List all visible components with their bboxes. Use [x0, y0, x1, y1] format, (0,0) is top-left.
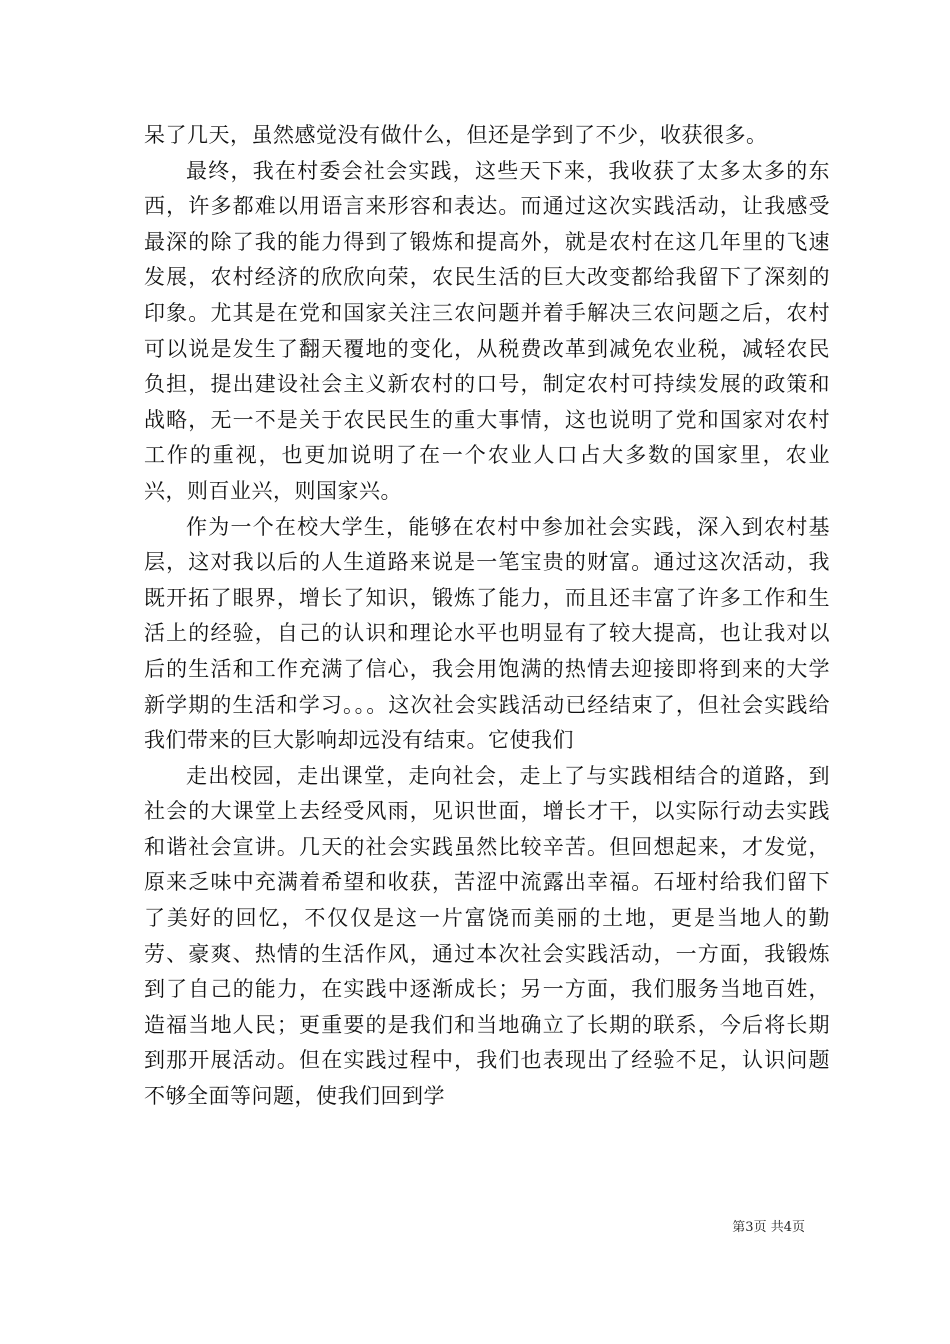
footer-total-pages: 4: [783, 1220, 792, 1235]
footer-prefix: 第: [732, 1220, 746, 1235]
paragraph-3: 作为一个在校大学生，能够在农村中参加社会实践，深入到农村基层，这对我以后的人生道路来说是一笔宝贵的财富。通过这次活动，我既开拓了眼界，增长了知识，锻炼了能力，而且还丰富了许多工作和生活上的经验，自己的认识和理论水平也明显有了较大提高，也让我对以后的生活和工作充满了信心，我会用饱满的热情去迎接即将到来的大学新学期的生活和学习。。。这次社会实践活动已经结束了，但社会实践给我们带来的巨大影响却远没有结束。它使我们: [144, 514, 830, 753]
footer-current-page: 3: [745, 1220, 754, 1235]
document-body: [144, 118, 830, 1115]
paragraph-4: 走出校园，走出课堂，走向社会，走上了与实践相结合的道路，到社会的大课堂上去经受风雨，见识世面，增长才干，以实际行动去实践和谐社会宣讲。几天的社会实践虽然比较辛苦。但回想起来，才发觉，原来乏味中充满着希望和收获，苦涩中流露出幸福。石垭村给我们留下了美好的回忆，不仅仅是这一片富饶而美丽的土地，更是当地人的勤劳、豪爽、热情的生活作风，通过本次社会实践活动，一方面，我锻炼到了自己的能力，在实践中逐渐成长；另一方面，我们服务当地百姓，造福当地人民；更重要的是我们和当地确立了长期的联系，今后将长期到那开展活动。但在实践过程中，我们也表现出了经验不足，认识问题不够全面等问题，使我们回到学: [144, 763, 830, 1109]
paragraph-2: 最终，我在村委会社会实践，这些天下来，我收获了太多太多的东西，许多都难以用语言来形容和表达。而通过这次实践活动，让我感受最深的除了我的能力得到了锻炼和提高外，就是农村在这几年里的飞速发展，农村经济的欣欣向荣，农民生活的巨大改变都给我留下了深刻的印象。尤其是在党和国家关注三农问题并着手解决三农问题之后，农村可以说是发生了翻天覆地的变化，从税费改革到减免农业税，减轻农民负担，提出建设社会主义新农村的口号，制定农村可持续发展的政策和战略，无一不是关于农民民生的重大事情，这也说明了党和国家对农村工作的重视，也更加说明了在一个农业人口占大多数的国家里，农业兴，则百业兴，则国家兴。: [144, 158, 830, 503]
footer-middle: 页 共: [753, 1220, 784, 1235]
footer-suffix: 页: [791, 1220, 805, 1235]
paragraph-1: 呆了几天，虽然感觉没有做什么，但还是学到了不少，收获很多。: [144, 123, 768, 147]
page-number-footer: [732, 1220, 805, 1236]
